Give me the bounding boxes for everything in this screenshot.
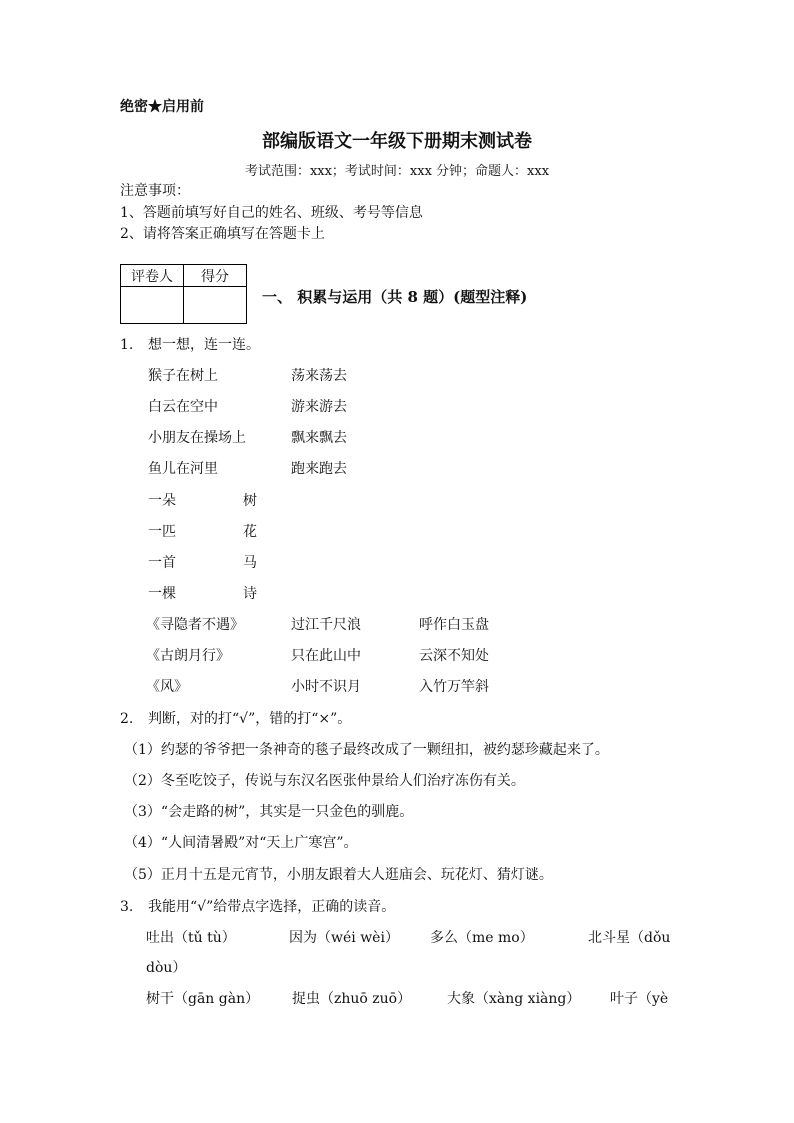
pinyin-item: 北斗星（dǒu xyxy=(588,930,671,946)
note-item: 2、请将答案正确填写在答题卡上 xyxy=(120,226,325,242)
score-blank-cell[interactable] xyxy=(184,287,247,324)
pinyin-item: 捉虫（zhuō zuō） xyxy=(292,991,412,1007)
grader-table xyxy=(120,264,247,324)
judge-item: （3）“会走路的树”，其实是一只金色的驯鹿。 xyxy=(124,804,414,820)
question-prompt: 我能用“√”给带点字选择，正确的读音。 xyxy=(148,899,396,915)
poem-line: 云深不知处 xyxy=(419,648,489,664)
match-left-item: 小朋友在操场上 xyxy=(148,430,246,446)
match-right-item: 游来游去 xyxy=(291,399,347,415)
section-title: 一、 积累与运用（共 8 题）(题型注释) xyxy=(262,288,528,306)
grader-header-cell: 评卷人 xyxy=(121,265,184,287)
measure-word-item: 一朵 xyxy=(148,493,176,509)
measure-word-item: 一匹 xyxy=(148,524,176,540)
judge-item: （1）约瑟的爷爷把一条神奇的毯子最终改成了一颗纽扣，被约瑟珍藏起来了。 xyxy=(124,742,609,758)
poem-title: 《寻隐者不遇》 xyxy=(146,617,244,633)
page-title: 部编版语文一年级下册期末测试卷 xyxy=(262,131,532,152)
confidential-label: 绝密★启用前 xyxy=(120,99,204,115)
question-number: 1. xyxy=(120,337,134,353)
measure-word-item: 一首 xyxy=(148,555,176,571)
poem-line: 小时不识月 xyxy=(291,679,361,695)
poem-line: 入竹万竿斜 xyxy=(419,679,489,695)
question-3 xyxy=(120,896,395,916)
noun-item: 诗 xyxy=(243,586,257,602)
poem-title: 《风》 xyxy=(146,679,188,695)
question-prompt: 想一想，连一连。 xyxy=(148,337,260,353)
pinyin-item: 叶子（yè xyxy=(610,991,669,1007)
exam-info: 考试范围：xxx；考试时间：xxx 分钟；命题人：xxx xyxy=(244,164,550,179)
measure-word-item: 一棵 xyxy=(148,586,176,602)
pinyin-item: 多么（me mo） xyxy=(430,930,534,946)
pinyin-item: 因为（wéi wèi） xyxy=(289,930,399,946)
question-number: 3. xyxy=(120,899,134,915)
match-right-item: 跑来跑去 xyxy=(291,461,347,477)
match-right-item: 荡来荡去 xyxy=(291,368,347,384)
pinyin-item: 大象（xàng xiàng） xyxy=(447,991,581,1007)
grader-blank-cell[interactable] xyxy=(121,287,184,324)
pinyin-item-wrap: dòu） xyxy=(146,960,187,976)
question-number: 2. xyxy=(120,711,134,727)
match-left-item: 白云在空中 xyxy=(148,399,218,415)
judge-item: （5）正月十五是元宵节，小朋友跟着大人逛庙会、玩花灯、猜灯谜。 xyxy=(124,867,553,883)
question-1 xyxy=(120,334,260,354)
noun-item: 树 xyxy=(243,493,257,509)
poem-line: 呼作白玉盘 xyxy=(419,617,489,633)
pinyin-item: 吐出（tǔ tù） xyxy=(146,930,236,946)
question-2 xyxy=(120,708,351,728)
note-item: 1、答题前填写好自己的姓名、班级、考号等信息 xyxy=(120,205,423,221)
notes-heading: 注意事项： xyxy=(120,183,190,199)
poem-line: 只在此山中 xyxy=(291,648,361,664)
judge-item: （4）“人间清暑殿”对“天上广寒宫”。 xyxy=(124,835,358,851)
question-prompt: 判断，对的打“√”，错的打“×”。 xyxy=(148,711,352,727)
poem-title: 《古朗月行》 xyxy=(146,648,230,664)
poem-line: 过江千尺浪 xyxy=(291,617,361,633)
pinyin-item: 树干（gān gàn） xyxy=(146,991,260,1007)
score-header-cell: 得分 xyxy=(184,265,247,287)
match-left-item: 鱼儿在河里 xyxy=(148,461,218,477)
noun-item: 马 xyxy=(243,555,257,571)
match-right-item: 飘来飘去 xyxy=(291,430,347,446)
judge-item: （2）冬至吃饺子，传说与东汉名医张仲景给人们治疗冻伤有关。 xyxy=(124,773,525,789)
match-left-item: 猴子在树上 xyxy=(148,368,218,384)
noun-item: 花 xyxy=(243,524,257,540)
